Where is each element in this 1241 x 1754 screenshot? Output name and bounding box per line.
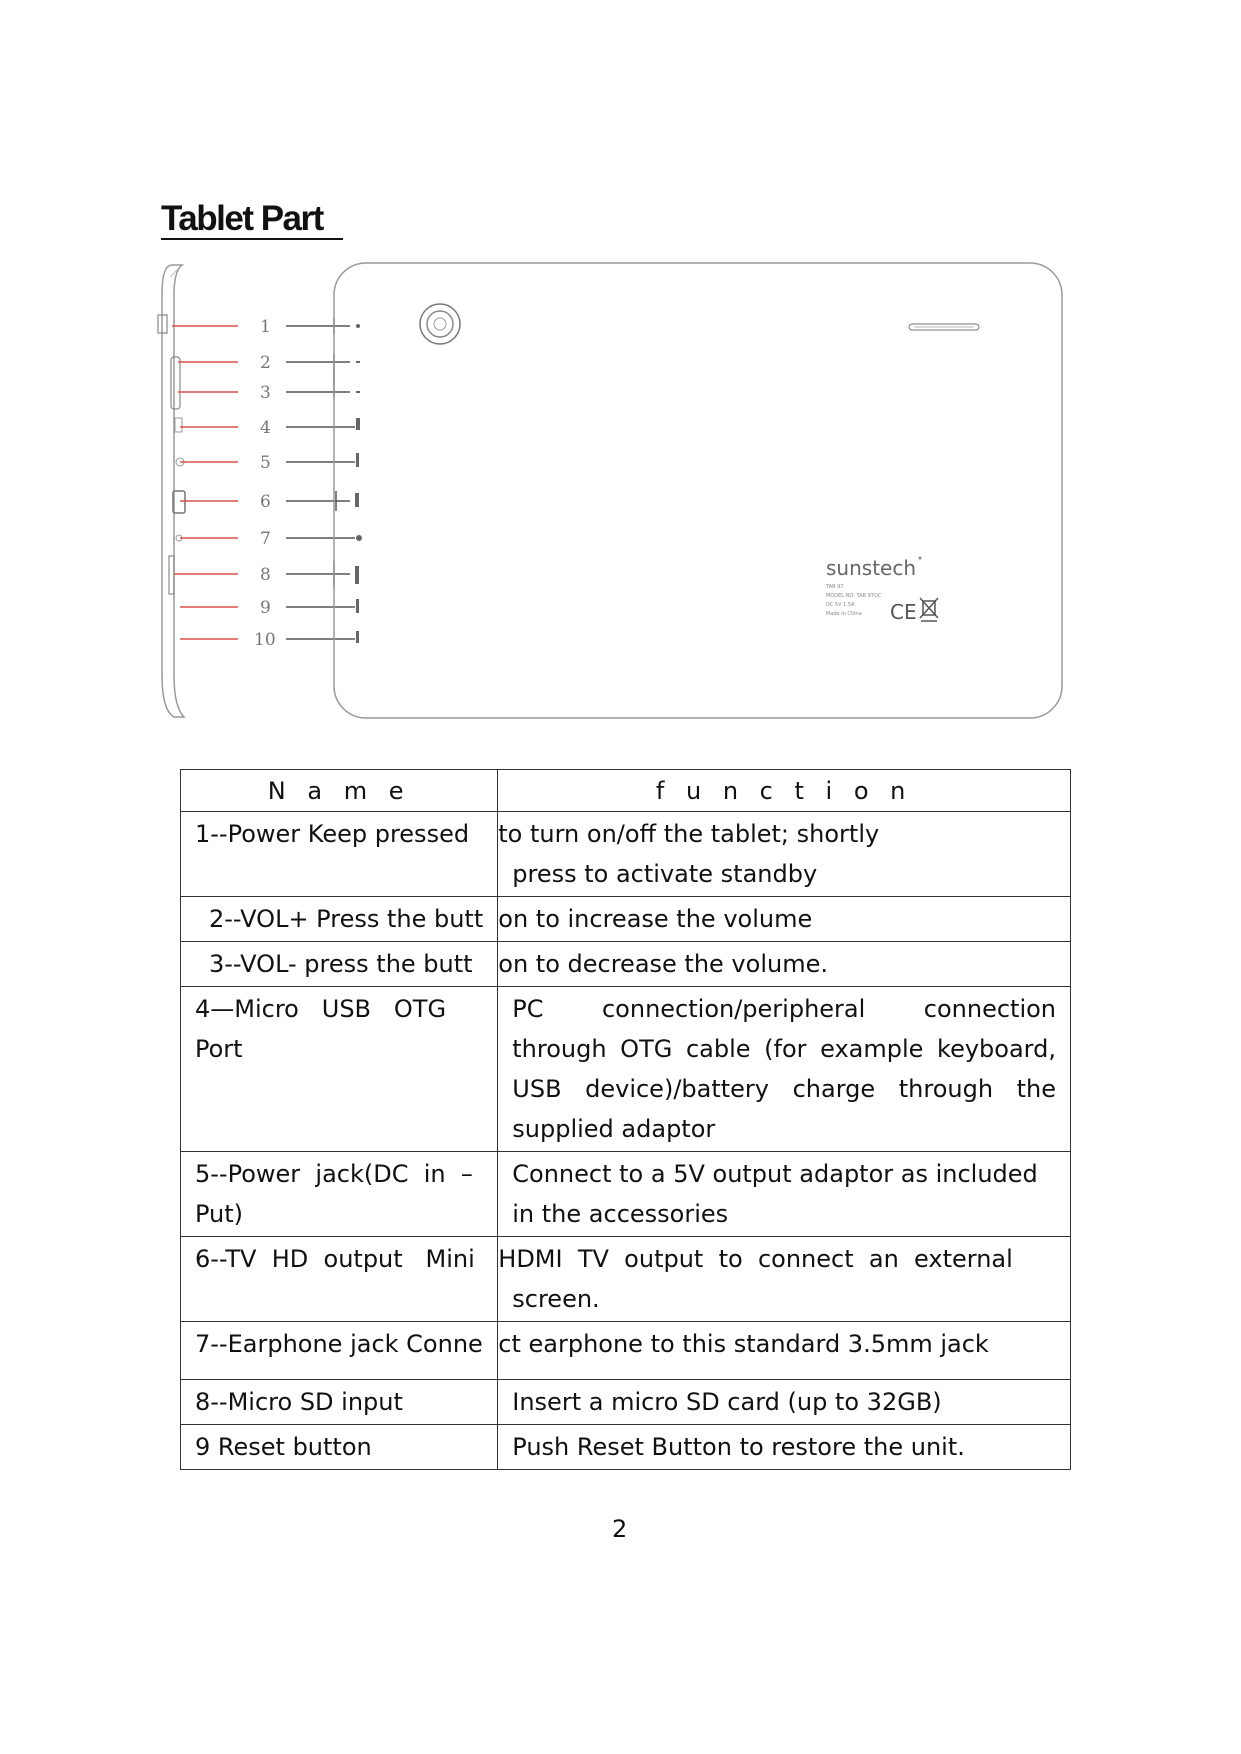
- label-line-3: DC 5V 1.5A: [826, 602, 855, 608]
- table-row: [181, 1237, 1071, 1322]
- callout-lines-left: [172, 326, 238, 639]
- tablet-back: [334, 263, 1062, 718]
- callout-10: 10: [254, 630, 276, 650]
- row-name: 4—Micro USB OTG Port: [181, 987, 498, 1152]
- table-row: [181, 1152, 1071, 1237]
- table-row: [181, 1322, 1071, 1380]
- volume-button-shape: [171, 357, 180, 409]
- label-line-1: TAB 97: [826, 584, 844, 590]
- table-row: [181, 812, 1071, 897]
- row-name: 3--VOL- press the butt: [181, 942, 498, 987]
- callout-1: 1: [260, 317, 271, 337]
- table-row: [181, 897, 1071, 942]
- row-function: Insert a micro SD card (up to 32GB): [498, 1380, 1071, 1425]
- table-row: [181, 1425, 1071, 1470]
- row-function: Connect to a 5V output adaptor as included in the accessories: [498, 1152, 1071, 1237]
- table-row: [181, 942, 1071, 987]
- callout-5: 5: [260, 453, 271, 473]
- brand-logo: sunstech: [826, 556, 917, 580]
- usb-port-shape: [175, 418, 182, 432]
- row-name: 1--Power Keep pressed: [181, 812, 498, 897]
- row-name: 5--Power jack(DC in – Put): [181, 1152, 498, 1237]
- parts-table: [180, 769, 1071, 1470]
- callout-9: 9: [260, 598, 271, 618]
- table-row: [181, 1380, 1071, 1425]
- row-function: Push Reset Button to restore the unit.: [498, 1425, 1071, 1470]
- callout-2: 2: [260, 353, 271, 373]
- callout-8: 8: [260, 565, 271, 585]
- ce-mark: CE: [890, 600, 917, 624]
- row-function: to turn on/off the tablet; shortly press to activate standby: [498, 812, 1071, 897]
- row-name: 8--Micro SD input: [181, 1380, 498, 1425]
- page-title: Tablet Part: [161, 200, 343, 240]
- callout-7: 7: [260, 529, 271, 549]
- page-number: 2: [612, 1515, 628, 1543]
- row-name: 6--TV HD output Mini: [181, 1237, 498, 1322]
- camera-icon: [420, 304, 460, 344]
- tablet-diagram: [150, 255, 1080, 725]
- callout-4: 4: [260, 418, 271, 438]
- label-line-2: MODEL NO: TAB 97QC: [826, 593, 882, 599]
- callout-3: 3: [260, 383, 271, 403]
- label-line-4: Made in China: [826, 611, 862, 617]
- row-function: ct earphone to this standard 3.5mm jack: [498, 1322, 1071, 1380]
- row-name: 9 Reset button: [181, 1425, 498, 1470]
- weee-icon: [920, 598, 938, 621]
- header-name: N a m e: [181, 770, 498, 812]
- callout-lines-right: [286, 318, 355, 639]
- row-function: PC connection/peripheral connection through OTG cable (for example keyboard, USB device)/battery charge through the supplied adaptor: [498, 987, 1071, 1152]
- hdmi-port-shape: [173, 491, 185, 513]
- row-name: 2--VOL+ Press the butt: [181, 897, 498, 942]
- callout-6: 6: [260, 492, 271, 512]
- row-function: HDMI TV output to connect an external screen.: [498, 1237, 1071, 1322]
- row-function: on to decrease the volume.: [498, 942, 1071, 987]
- row-name: 7--Earphone jack Conne: [181, 1322, 498, 1380]
- row-function: on to increase the volume: [498, 897, 1071, 942]
- table-row: [181, 987, 1071, 1152]
- header-function: f u n c t i o n: [498, 770, 1071, 812]
- table-header-row: [181, 770, 1071, 812]
